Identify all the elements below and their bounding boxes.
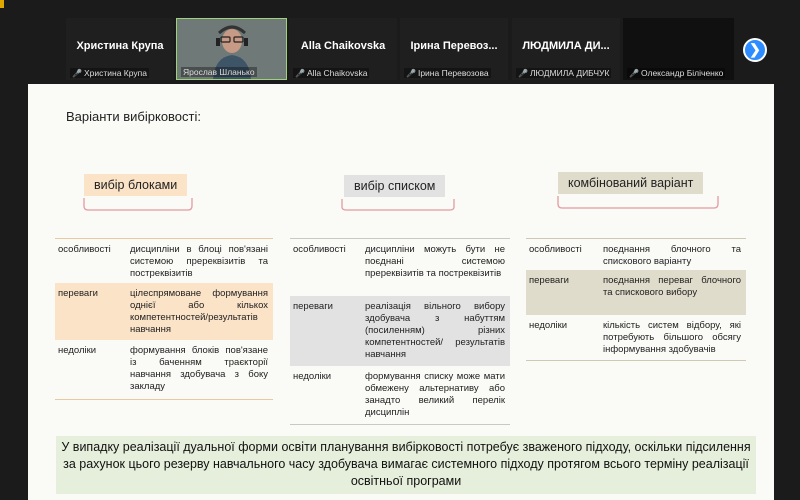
row-label: недоліки	[58, 345, 97, 356]
participant-tile-3[interactable]	[400, 18, 508, 80]
row-label: особливості	[293, 244, 346, 255]
participant-display-name: Alla Chaikovska	[300, 40, 386, 52]
window-corner-indicator	[0, 0, 4, 8]
row-label: переваги	[529, 275, 569, 286]
heading-brace-blocks	[82, 196, 194, 214]
row-text: реалізація вільного вибору здобувача з набуттям (посиленням) різних компетентностей/ результатів навчання	[365, 301, 505, 360]
row-text: дисципліни можуть бути не поєднані системою пререквізитів та постреквізитів	[365, 244, 505, 279]
table-row	[290, 238, 510, 296]
table-combined	[526, 238, 746, 361]
row-label: особливості	[529, 244, 582, 255]
row-text: поєднання переваг блочного та спискового вибору	[603, 275, 741, 298]
participant-tile-4[interactable]	[512, 18, 620, 80]
next-participants-button[interactable]: ❯	[743, 38, 767, 62]
row-text: кількість систем відбору, які потребують більшого обсягу інформування здобувачів	[603, 320, 741, 355]
row-label: переваги	[293, 301, 333, 312]
row-text: цілеспрямоване формування однієї або кількох компетентностей/результатів навчання	[130, 288, 268, 335]
table-list	[290, 238, 510, 425]
participant-tile-1[interactable]	[176, 18, 287, 80]
conclusion-banner: У випадку реалізації дуальної форми освіти планування вибірковості потребує зваженого підходу, оскільки підсилення за рахунок цього резерву навчального часу здобувача вимагає системного підходу протягом всього терміну реалізації освітньої програми	[56, 436, 756, 494]
participant-label: 🎤 Alla Chaikovska	[295, 68, 368, 78]
column-heading-list: вибір списком	[344, 175, 445, 197]
row-text: дисципліни в блоці пов'язані системою пререквізитів та постреквізитів	[130, 244, 268, 279]
mic-muted-icon: 🎤	[295, 69, 305, 78]
table-row	[526, 238, 746, 270]
table-row	[55, 238, 273, 283]
column-heading-blocks: вибір блоками	[84, 174, 187, 196]
table-row	[290, 366, 510, 425]
slide-title: Варіанти вибірковості:	[66, 109, 201, 124]
mic-muted-icon: 🎤	[406, 69, 416, 78]
participant-label: 🎤 Олександр Біліченко	[629, 68, 724, 78]
participant-tile-0[interactable]	[66, 18, 174, 80]
row-text: поєднання блочного та спискового варіанту	[603, 244, 741, 267]
row-label: недоліки	[293, 371, 332, 382]
participant-display-name: Ірина Перевоз...	[410, 40, 498, 52]
row-label: переваги	[58, 288, 98, 299]
mic-muted-icon: 🎤	[72, 69, 82, 78]
participant-label: Ярослав Шланько	[183, 67, 255, 77]
participant-tile-2[interactable]	[289, 18, 397, 80]
table-blocks	[55, 238, 273, 400]
participant-label: 🎤 Ірина Перевозова	[406, 68, 489, 78]
table-row	[55, 340, 273, 400]
row-text: формування списку може мати обмежену альтернативу або занадто великий перелік дисциплін	[365, 371, 505, 418]
participant-display-name: ЛЮДМИЛА ДИ...	[522, 40, 610, 52]
shared-slide	[28, 84, 774, 500]
table-row	[526, 270, 746, 315]
participant-label: 🎤 Христина Крупа	[72, 68, 147, 78]
heading-brace-combined	[556, 194, 720, 212]
column-heading-combined: комбінований варіант	[558, 172, 703, 194]
mic-muted-icon: 🎤	[518, 69, 528, 78]
heading-brace-list	[340, 197, 456, 213]
row-label: особливості	[58, 244, 111, 255]
row-label: недоліки	[529, 320, 568, 331]
participant-display-name: Христина Крупа	[76, 40, 164, 52]
mic-muted-icon: 🎤	[629, 69, 639, 78]
table-row	[55, 283, 273, 340]
table-row	[290, 296, 510, 366]
participant-tile-5[interactable]	[623, 18, 734, 80]
table-row	[526, 315, 746, 361]
participant-label: 🎤 ЛЮДМИЛА ДИБЧУК	[518, 68, 610, 78]
participant-strip	[0, 0, 800, 82]
row-text: формування блоків пов'язане із баченням траєкторії навчання здобувача з боку закладу	[130, 345, 268, 392]
